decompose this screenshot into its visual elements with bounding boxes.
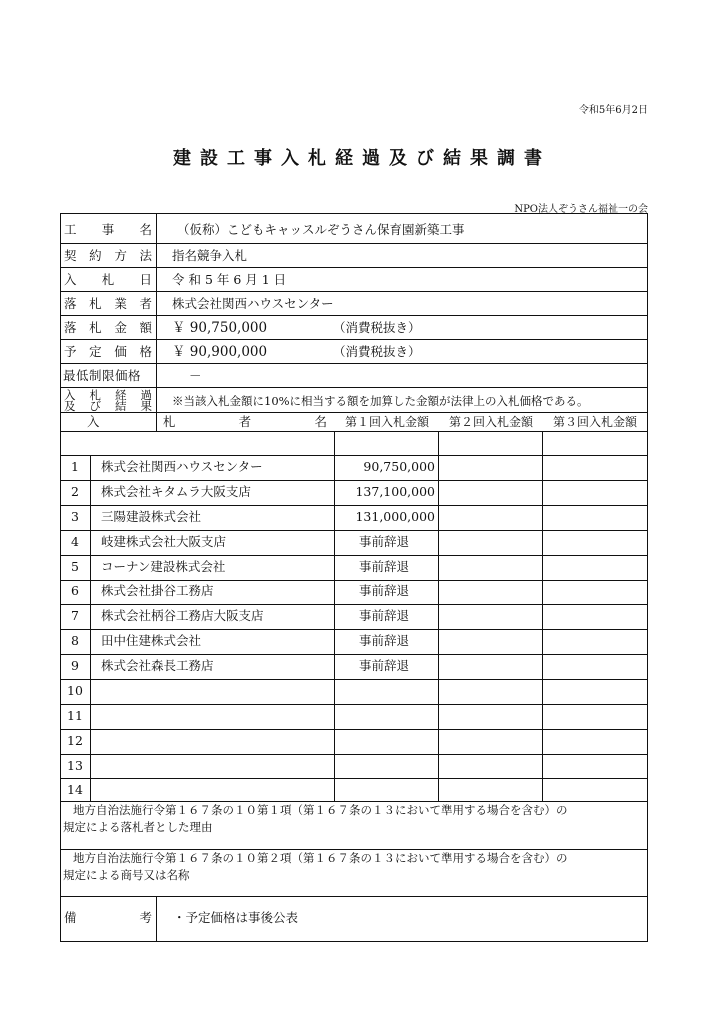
winner-name: 株式会社関西ハウスセンター — [172, 296, 334, 311]
bidder-name: 田中住建株式会社 — [101, 633, 202, 648]
process-note: ※当該入札金額に10%に相当する額を加算した金額が法律上の入札価格である。 — [172, 394, 589, 408]
round1-amount: 事前辞退 — [359, 559, 410, 574]
contract-method: 指名競争入札 — [172, 248, 248, 263]
bidder-name: 株式会社柄谷工務店大阪支店 — [101, 608, 264, 623]
trade-name-line1: 地方自治法施行令第１６７条の１０第２項（第１６７条の１３において準用する場合を含む）の — [73, 851, 568, 865]
trade-name-line2: 規定による商号又は名称 — [63, 868, 190, 882]
bidder-name: 岐建株式会社大阪支店 — [101, 534, 227, 549]
header-bidder: 入 札 者 名 — [87, 414, 327, 429]
winning-amount: ￥ 90,750,000 — [172, 320, 268, 336]
header-round2: 第２回入札金額 — [448, 415, 533, 429]
label-planned-price: 予 定 価 格 — [64, 344, 152, 359]
bidder-name: 株式会社森長工務店 — [101, 658, 214, 673]
row-number: 5 — [71, 559, 79, 574]
row-number: 11 — [67, 708, 83, 723]
planned-price: ￥ 90,900,000 — [172, 344, 268, 360]
minimum-price: － — [189, 368, 202, 383]
bidder-name: 株式会社掛谷工務店 — [101, 583, 214, 598]
project-name: （仮称）こどもキャッスルぞうさん保育園新築工事 — [177, 222, 465, 237]
remarks-text: ・予定価格は事後公表 — [173, 910, 299, 925]
row-number: 12 — [67, 733, 83, 748]
bidder-name: 三陽建設株式会社 — [101, 509, 202, 524]
label-contract-method: 契 約 方 法 — [64, 248, 152, 263]
label-bid-date: 入 札 日 — [64, 272, 152, 287]
label-process-line2: 及 び 結 果 — [64, 399, 152, 413]
reason-winner-line1: 地方自治法施行令第１６７条の１０第１項（第１６７条の１３において準用する場合を含む）の — [73, 803, 568, 817]
planned-price-note: （消費税抜き） — [333, 344, 421, 359]
header-round1: 第１回入札金額 — [344, 415, 429, 429]
row-number: 14 — [67, 782, 83, 797]
row-number: 10 — [67, 683, 83, 698]
label-project: 工 事 名 — [64, 222, 152, 237]
label-winner: 落 札 業 者 — [64, 296, 152, 311]
row-number: 8 — [71, 633, 79, 648]
row-number: 4 — [71, 534, 79, 549]
label-process-line1: 入 札 経 過 — [64, 388, 152, 402]
bid-date: 令 和 5 年 6 月 1 日 — [172, 272, 287, 287]
result-table — [60, 213, 648, 942]
header-round3: 第３回入札金額 — [552, 415, 637, 429]
reason-winner-line2: 規定による落札者とした理由 — [63, 820, 213, 834]
row-number: 2 — [71, 484, 79, 499]
row-number: 13 — [67, 758, 83, 773]
bidder-name: コーナン建設株式会社 — [101, 559, 226, 574]
round1-amount: 事前辞退 — [359, 534, 410, 549]
bidder-name: 株式会社関西ハウスセンター — [101, 459, 263, 474]
row-number: 7 — [71, 608, 79, 623]
label-remarks: 備 考 — [64, 910, 152, 925]
row-number: 6 — [71, 583, 79, 598]
round1-amount: 事前辞退 — [359, 633, 410, 648]
round1-amount: 事前辞退 — [359, 608, 410, 623]
round1-amount: 137,100,000 — [355, 484, 435, 499]
bidder-name: 株式会社キタムラ大阪支店 — [101, 484, 251, 499]
row-number: 1 — [71, 459, 79, 474]
winning-amount-note: （消費税抜き） — [333, 320, 421, 335]
round1-amount: 90,750,000 — [363, 459, 435, 474]
row-number: 9 — [71, 658, 79, 673]
round1-amount: 事前辞退 — [359, 583, 410, 598]
document-title: 建設工事入札経過及び結果調書 — [173, 148, 551, 169]
label-winning-amount: 落 札 金 額 — [64, 320, 152, 335]
round1-amount: 事前辞退 — [359, 658, 410, 673]
round1-amount: 131,000,000 — [355, 509, 435, 524]
row-number: 3 — [71, 509, 79, 524]
document-date: 令和5年6月2日 — [578, 105, 648, 116]
organization-name: NPO法人ぞうさん福祉一の会 — [514, 204, 648, 215]
label-minimum-price: 最低制限価格 — [63, 368, 142, 383]
